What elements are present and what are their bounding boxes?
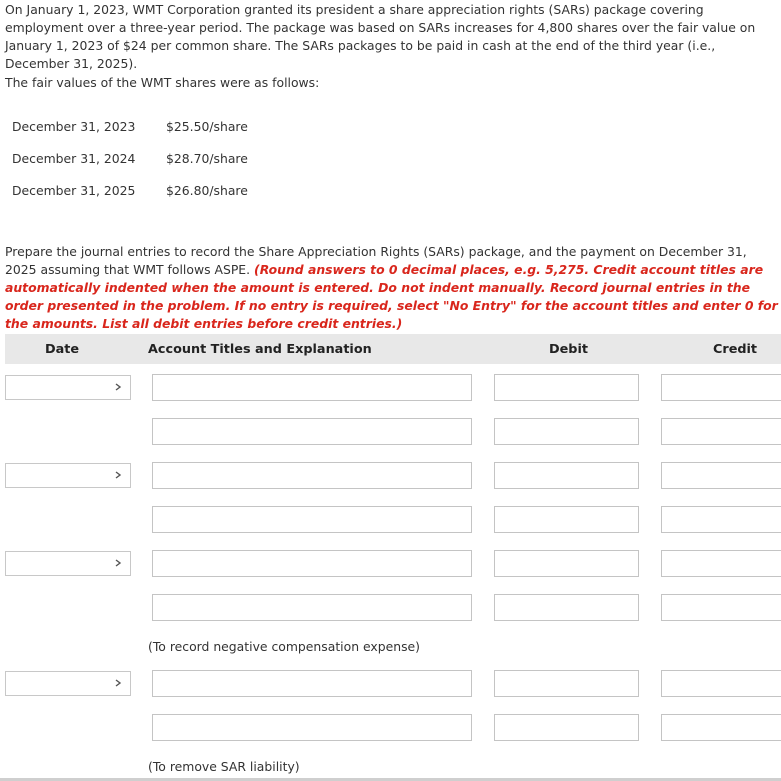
debit-input[interactable] xyxy=(494,714,639,741)
date-column-header: Date xyxy=(45,342,80,357)
fair-value-row xyxy=(12,151,248,166)
credit-input[interactable] xyxy=(661,374,781,401)
credit-input[interactable] xyxy=(661,714,781,741)
credit-column-header: Credit xyxy=(713,342,758,357)
entry-explanation: (To remove SAR liability) xyxy=(148,759,300,774)
account-column-header: Account Titles and Explanation xyxy=(148,342,372,357)
account-title-input[interactable] xyxy=(152,714,472,741)
fair-value-date: December 31, 2025 xyxy=(12,183,136,198)
fair-value-date: December 31, 2024 xyxy=(12,151,136,166)
debit-input[interactable] xyxy=(494,374,639,401)
chevron-down-icon xyxy=(113,380,125,394)
fair-value-amount: $26.80/share xyxy=(166,183,248,198)
chevron-down-icon xyxy=(113,676,125,690)
fair-value-row xyxy=(12,119,248,134)
debit-input[interactable] xyxy=(494,462,639,489)
account-title-input[interactable] xyxy=(152,374,472,401)
account-title-input[interactable] xyxy=(152,462,472,489)
account-title-input[interactable] xyxy=(152,506,472,533)
account-title-input[interactable] xyxy=(152,594,472,621)
credit-input[interactable] xyxy=(661,550,781,577)
account-title-input[interactable] xyxy=(152,550,472,577)
date-select[interactable] xyxy=(5,671,131,696)
fair-value-amount: $25.50/share xyxy=(166,119,248,134)
instructions xyxy=(5,243,781,333)
fair-value-heading: The fair values of the WMT shares were as follows: xyxy=(5,75,320,90)
instruction-warning: (Round answers to 0 decimal places, e.g. 5,275. Credit account titles are automatically indented when the amount is entered. Do not indent manually. Record journal entries in the order presented in the problem. If no entry is required, select "No Entry" for the account titles and enter 0 for the amounts. List all debit entries before credit entries.) xyxy=(5,262,778,331)
debit-column-header: Debit xyxy=(549,342,588,357)
credit-input[interactable] xyxy=(661,594,781,621)
debit-input[interactable] xyxy=(494,670,639,697)
fair-value-row xyxy=(12,183,248,198)
fair-value-date: December 31, 2023 xyxy=(12,119,136,134)
date-select[interactable] xyxy=(5,551,131,576)
fair-value-amount: $28.70/share xyxy=(166,151,248,166)
journal-table-header xyxy=(5,334,781,364)
entry-explanation: (To record negative compensation expense) xyxy=(148,639,420,654)
debit-input[interactable] xyxy=(494,506,639,533)
credit-input[interactable] xyxy=(661,506,781,533)
date-select[interactable] xyxy=(5,375,131,400)
date-select[interactable] xyxy=(5,463,131,488)
chevron-down-icon xyxy=(113,556,125,570)
problem-intro: On January 1, 2023, WMT Corporation granted its president a share appreciation rights (SARs) package covering employment over a three-year period. The package was based on SARs increases for 4,800 shares over the fair value on January 1, 2023 of $24 per common share. The SARs packages to be paid in cash at the end of the third year (i.e., December 31, 2025). xyxy=(5,2,756,71)
debit-input[interactable] xyxy=(494,418,639,445)
debit-input[interactable] xyxy=(494,594,639,621)
debit-input[interactable] xyxy=(494,550,639,577)
credit-input[interactable] xyxy=(661,418,781,445)
account-title-input[interactable] xyxy=(152,670,472,697)
credit-input[interactable] xyxy=(661,462,781,489)
chevron-down-icon xyxy=(113,468,125,482)
credit-input[interactable] xyxy=(661,670,781,697)
account-title-input[interactable] xyxy=(152,418,472,445)
instruction-text: Prepare the journal entries to record the Share Appreciation Rights (SARs) package, and the payment on December 31, 2025 assuming that WMT follows ASPE. xyxy=(5,244,747,277)
